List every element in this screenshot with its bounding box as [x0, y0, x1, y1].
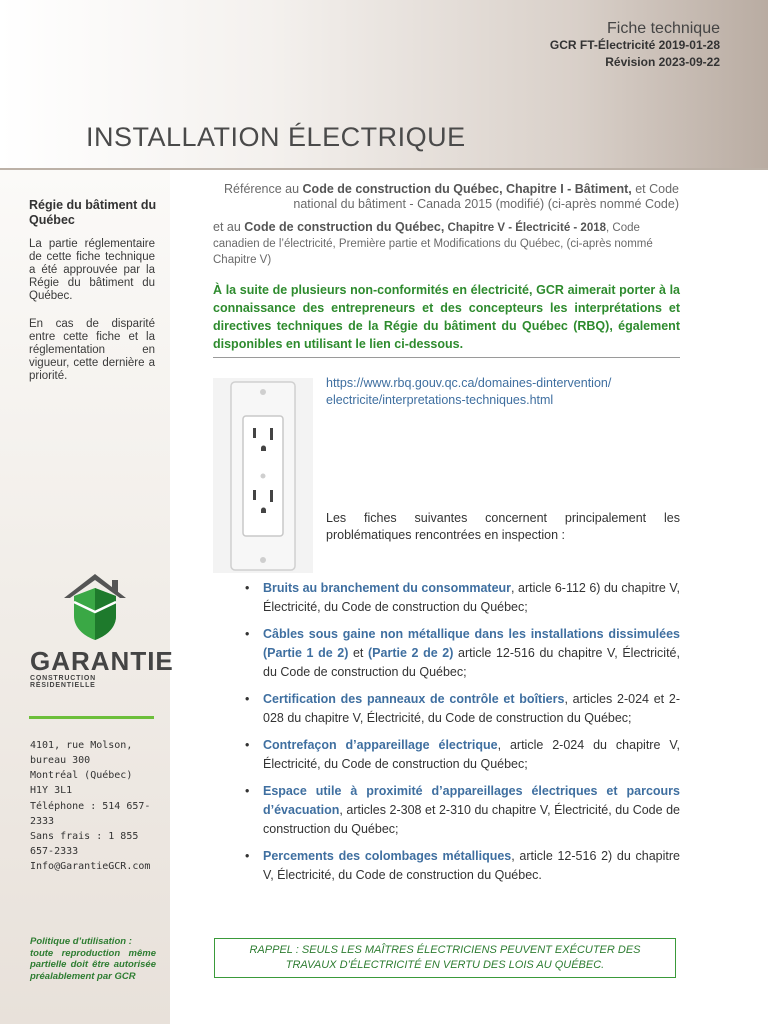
email-link[interactable]: Info@GarantieGCR.com	[30, 861, 151, 872]
logo-wordmark: GARANTIE	[30, 646, 174, 676]
fiche-link[interactable]: Espace utile à proximité d’appareillages électriques et parcours d’évacuation	[263, 784, 680, 817]
sidebar-disparity-text: En cas de disparité entre cette fiche et la réglementation en vigueur, cette dernière a priorité.	[29, 318, 155, 382]
list-item	[245, 736, 680, 774]
list-item	[245, 690, 680, 728]
link-line[interactable]: electricite/interpretations-techniques.html	[326, 393, 554, 407]
fiche-link[interactable]: Contrefaçon d’appareillage électrique	[263, 738, 498, 752]
ref-code-title: Code de construction du Québec, Chapitre I - Bâtiment,	[302, 182, 632, 196]
garantie-logo	[30, 572, 174, 689]
ref-text: Référence au	[224, 182, 303, 196]
reminder-line: TRAVAUX D’ÉLECTRICITÉ EN VERTU DES LOIS AU QUÉBEC.	[285, 959, 605, 971]
phone-line: Téléphone : 514 657-2333	[30, 801, 151, 827]
list-item	[245, 625, 680, 682]
doc-code: GCR FT-Électricité 2019-01-28	[549, 38, 720, 52]
list-item	[245, 579, 680, 617]
page-title: INSTALLATION ÉLECTRIQUE	[86, 122, 466, 152]
fiche-link[interactable]: Câbles sous gaine non métallique dans les installations dissimulées (Partie 1 de 2)	[263, 627, 680, 660]
fiche-link[interactable]: Percements des colombages métalliques	[263, 849, 512, 863]
reference-building-code	[213, 182, 679, 212]
reminder-line: RAPPEL : SEULS LES MAÎTRES ÉLECTRICIENS PEUVENT EXÉCUTER DES	[249, 944, 641, 956]
fiche-detail: , articles 2-308 et 2-310 du chapitre V, Électricité, du Code de construction du Québec;	[263, 803, 680, 836]
doc-type: Fiche technique	[607, 20, 720, 37]
address-line: 4101, rue Molson, bureau 300	[30, 740, 133, 766]
logo-subtitle: CONSTRUCTION RÉSIDENTIELLE	[30, 675, 96, 689]
fiche-detail: article 12-516 du chapitre V, Électricité, du Code de construction du Québec;	[263, 646, 680, 679]
list-item	[245, 782, 680, 839]
address-line: H1Y 3L1	[30, 785, 73, 796]
rbq-link[interactable]	[326, 375, 686, 409]
house-shield-icon	[62, 572, 128, 642]
tollfree-line: Sans frais : 1 855 657-2333	[30, 831, 139, 857]
revision-date: Révision 2023-09-22	[605, 55, 720, 69]
sidebar-approval-text: La partie réglementaire de cette fiche technique a été approuvée par la Régie du bâtiment du Québec.	[29, 238, 155, 302]
policy-title: Politique d’utilisation :	[30, 936, 132, 947]
list-item	[245, 847, 680, 885]
policy-text: toute reproduction même partielle doit être autorisée préalablement par GCR	[30, 947, 156, 982]
fiche-detail: , articles 2-024 et 2-028 du chapitre V, Électricité, du Code de construction du Québec;	[263, 692, 681, 725]
fiche-link[interactable]: (Partie 2 de 2)	[368, 646, 454, 660]
fiche-detail: , article 6-112 6) du chapitre V, Électricité, du Code de construction du Québec;	[263, 581, 680, 614]
ref-text: , Code canadien de l’électricité, Première partie et Modifications du Québec, (ci-après nommé Chapitre V)	[213, 222, 653, 266]
usage-policy	[30, 936, 156, 982]
fiche-link[interactable]: Certification des panneaux de contrôle et boîtiers	[263, 692, 565, 706]
link-line[interactable]: https://www.rbq.gouv.qc.ca/domaines-dintervention/	[326, 376, 612, 390]
electrical-outlet-icon	[213, 378, 313, 573]
ref-text: et Code national du bâtiment - Canada 2015 (modifié) (ci-après nommé Code)	[293, 182, 679, 211]
ref-text: et au	[213, 220, 245, 234]
address-block	[30, 738, 165, 798]
ref-chapter: Chapitre V - Électricité - 2018	[444, 222, 607, 234]
sidebar-title: Régie du bâtiment du Québec	[29, 198, 157, 227]
fiche-detail: et	[348, 646, 369, 660]
reference-electrical-code	[213, 220, 679, 268]
ref-code-title: Code de construction du Québec,	[244, 220, 445, 234]
sidebar-divider	[29, 716, 154, 719]
section-divider	[213, 357, 680, 358]
fiches-intro: Les fiches suivantes concernent principalement les problématiques rencontrées en inspection :	[326, 511, 680, 542]
reminder-box	[214, 938, 676, 978]
intro-paragraph: À la suite de plusieurs non-conformités en électricité, GCR aimerait porter à la connaissance des entrepreneurs et des concepteurs les interprétations et directives techniques de la Régie du bâtiment du Québec (RBQ), également disponibles en utilisant le lien ci-dessous.	[213, 283, 680, 351]
address-line: Montréal (Québec)	[30, 770, 133, 781]
fiches-list	[245, 579, 680, 893]
fiche-link[interactable]: Bruits au branchement du consommateur	[263, 581, 512, 595]
contact-block	[30, 799, 165, 874]
fiche-detail: , article 12-516 2) du chapitre V, Électricité, du Code de construction du Québec.	[263, 849, 681, 882]
fiche-detail: , article 2-024 du chapitre V, Électricité, du Code de construction du Québec;	[263, 738, 680, 771]
